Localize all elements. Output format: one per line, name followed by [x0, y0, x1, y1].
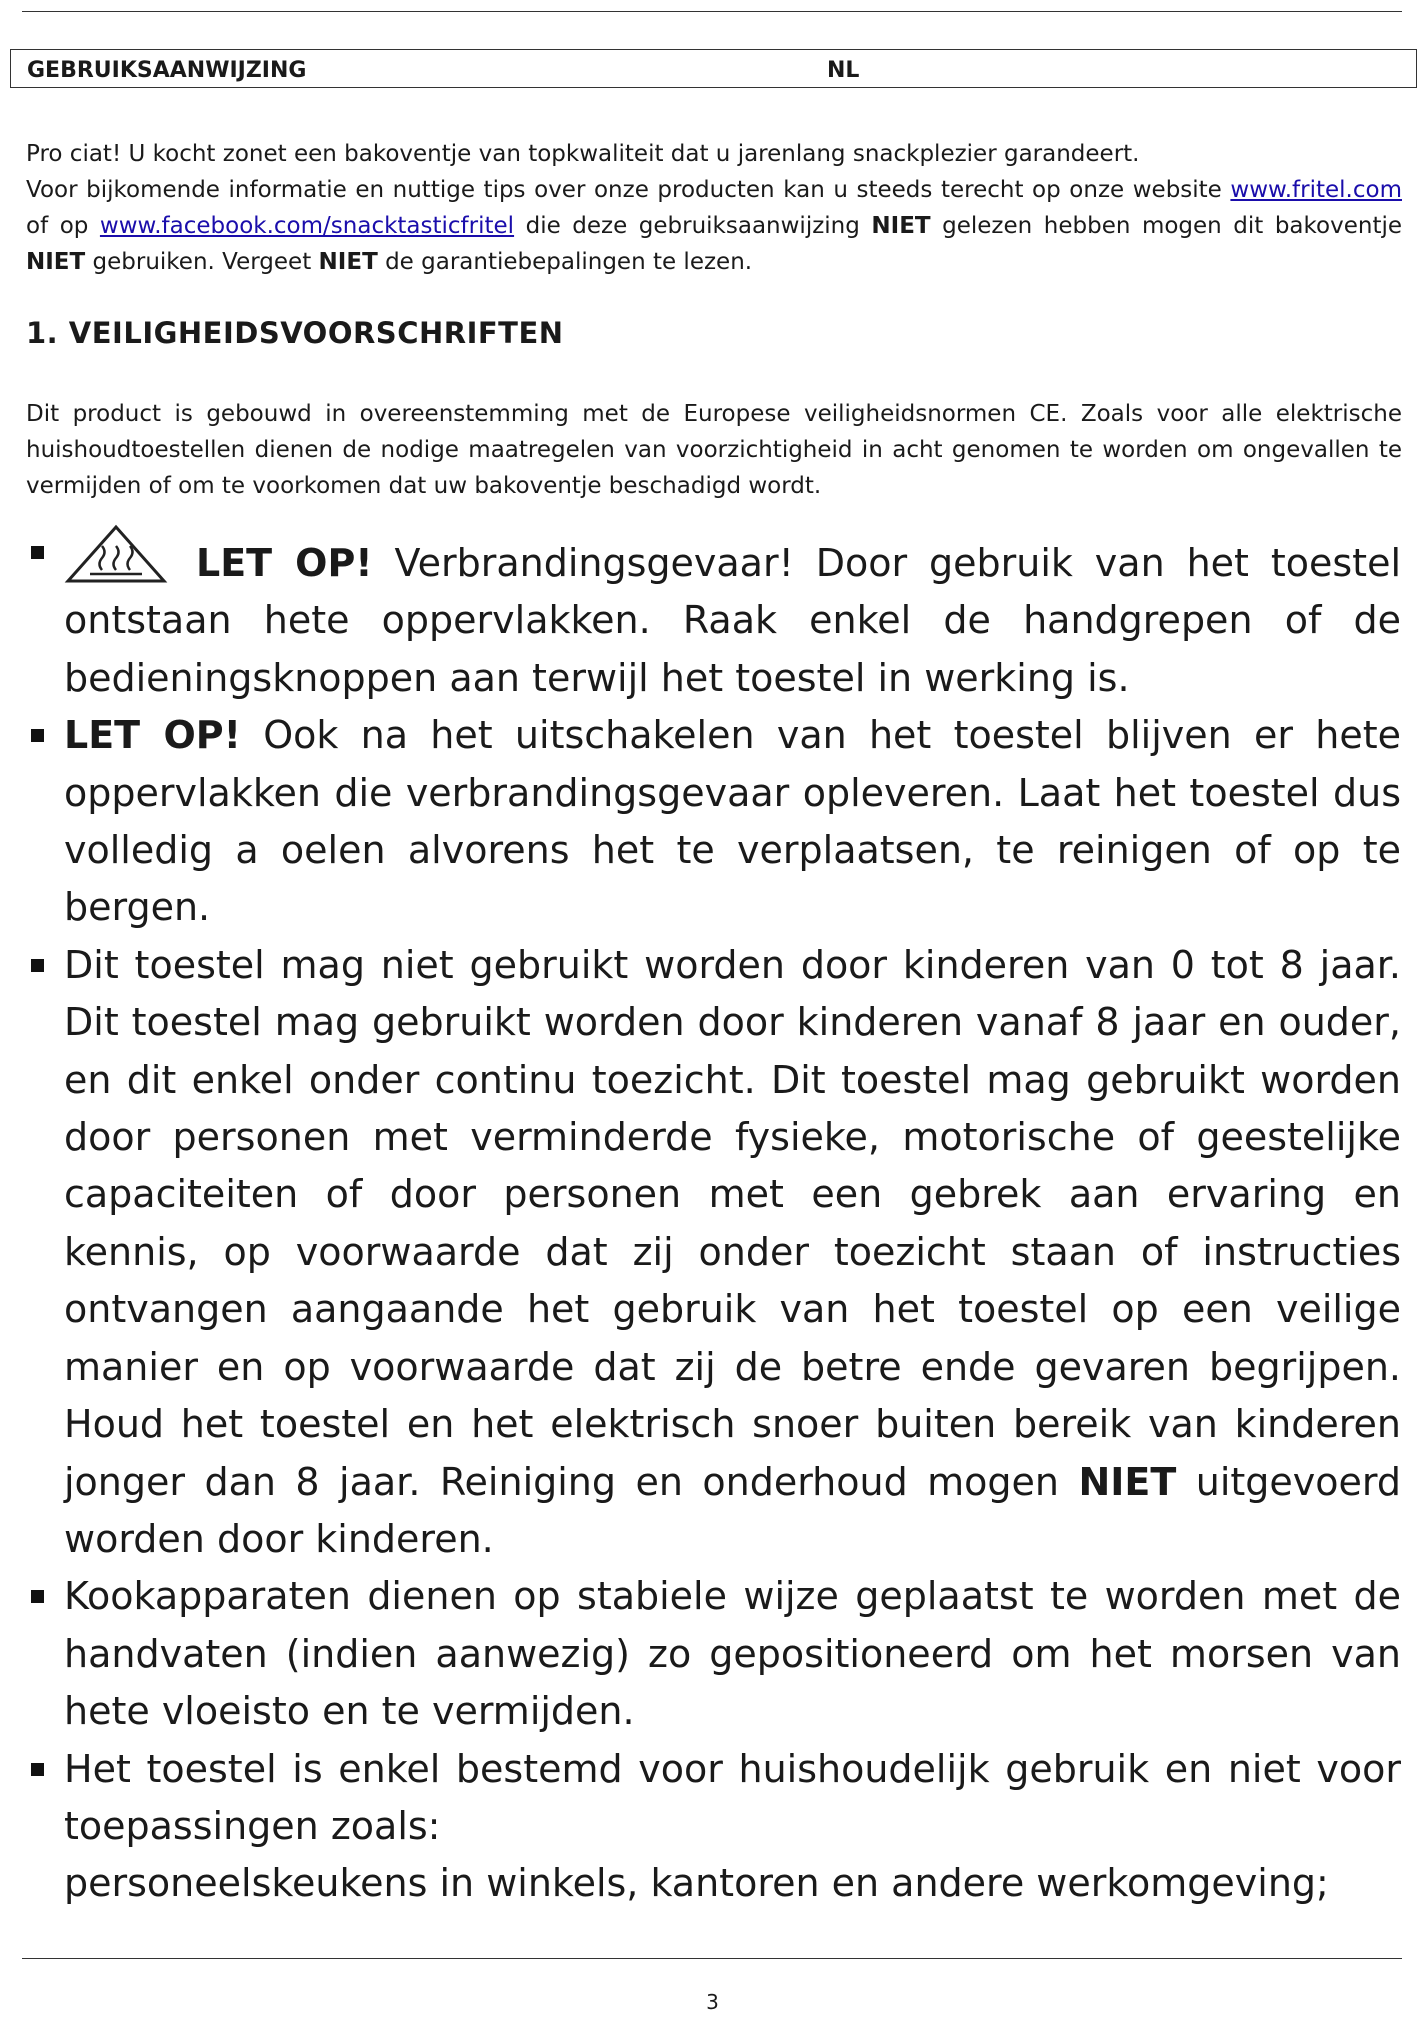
document-header: [10, 49, 1417, 88]
hot-surface-warning-icon: [64, 524, 168, 584]
intro-paragraph-2: [26, 172, 1402, 280]
intro-text: [26, 136, 1402, 280]
safety-bullet-list: [26, 524, 1401, 1913]
niet-emphasis: NIET: [318, 249, 378, 275]
bullet-item: [26, 937, 1401, 1568]
intro-p2-of-op: of op: [26, 213, 100, 239]
bullet-text-end: uitgevoerd worden door kinderen.: [64, 1459, 1402, 1561]
let-op-label: LET OP!: [64, 713, 241, 758]
bullet-square-icon: [31, 546, 44, 559]
bullet-text: Kookapparaten dienen op stabiele wijze geplaatst te worden met de handvaten (indien aanwezig) zo gepositioneerd om het morsen van hete vloeisto en te vermijden.: [64, 1574, 1401, 1734]
facebook-link[interactable]: www.facebook.com/snacktasticfritel: [99, 213, 515, 239]
intro-p2-middle: die deze gebruiksaanwijzing: [514, 213, 872, 239]
bullet-text: Dit toestel mag niet gebruikt worden door kinderen van 0 tot 8 jaar. Dit toestel mag gebruikt worden door kinderen vanaf 8 jaar en ouder, en dit enkel onder continu toezicht. Dit toestel mag gebruikt worden door personen met verminderde fysieke, motorische of geestelijke capaciteiten of door personen met een gebrek aan ervaring en kennis, op voorwaarde dat zij onder toezicht staan of instructies ontvangen aangaande het gebruik van het toestel op een veilige manier en op voorwaarde dat zij de betre ende gevaren begrijpen. Houd het toestel en het elektrisch snoer buiten bereik van kinderen jonger dan 8 jaar. Reiniging en onderhoud mogen: [64, 942, 1401, 1504]
bullet-square-icon: [31, 1763, 44, 1776]
header-language: NL: [827, 58, 860, 83]
intro-p2-gelezen: gelezen hebben mogen dit bakoventje: [930, 213, 1402, 239]
intro-p2-gebruiken: gebruiken. Vergeet: [85, 249, 319, 275]
niet-emphasis: NIET: [1078, 1459, 1177, 1504]
bullet-text: Het toestel is enkel bestemd voor huishoudelijk gebruik en niet voor toepassingen zoals:: [64, 1746, 1401, 1848]
top-rule: [22, 11, 1402, 12]
page-number: 3: [706, 1990, 719, 2014]
header-title: GEBRUIKSAANWIJZING: [27, 58, 307, 83]
fritel-link[interactable]: www.fritel.com: [1230, 177, 1402, 203]
section-heading-safety: 1. VEILIGHEIDSVOORSCHRIFTEN: [26, 316, 564, 350]
bullet-text: Verbrandingsgevaar! Door gebruik van het toestel ontstaan hete oppervlakken. Raak enkel de handgrepen of de bedieningsknoppen aan terwijl het toestel in werking is.: [64, 541, 1401, 700]
bullet-square-icon: [31, 959, 44, 972]
section-intro-paragraph: Dit product is gebouwd in overeenstemming met de Europese veiligheidsnormen CE. Zoals voor alle elektrische huishoudtoestellen dienen de nodige maatregelen van voorzichtigheid in acht genomen te worden om ongevallen te vermijden of om te voorkomen dat uw bakoventje beschadigd wordt.: [26, 401, 1402, 499]
niet-emphasis: NIET: [26, 249, 86, 275]
bullet-subline: personeelskeukens in winkels, kantoren en andere werkomgeving;: [64, 1861, 1329, 1906]
section-intro-text: [26, 396, 1402, 504]
bottom-rule: [22, 1958, 1402, 1959]
intro-p2-start: Voor bijkomende informatie en nuttige tips over onze producten kan u steeds terecht op onze website: [26, 177, 1222, 203]
intro-p2-end: de garantiebepalingen te lezen.: [377, 249, 753, 275]
let-op-label: LET OP!: [196, 541, 373, 585]
bullet-item: [26, 1741, 1401, 1913]
intro-line-1: Pro ciat! U kocht zonet een bakoventje van topkwaliteit dat u jarenlang snackplezier garandeert.: [26, 141, 1140, 167]
bullet-item: [26, 524, 1401, 707]
bullet-square-icon: [31, 1590, 44, 1603]
bullet-square-icon: [31, 729, 44, 742]
bullet-item: [26, 707, 1401, 937]
bullet-text: Ook na het uitschakelen van het toestel blijven er hete oppervlakken die verbrandingsgevaar opleveren. Laat het toestel dus volledig a oelen alvorens het te verplaatsen, te reinigen of op te bergen.: [64, 713, 1402, 930]
niet-emphasis: NIET: [871, 213, 931, 239]
bullet-item: [26, 1568, 1401, 1740]
